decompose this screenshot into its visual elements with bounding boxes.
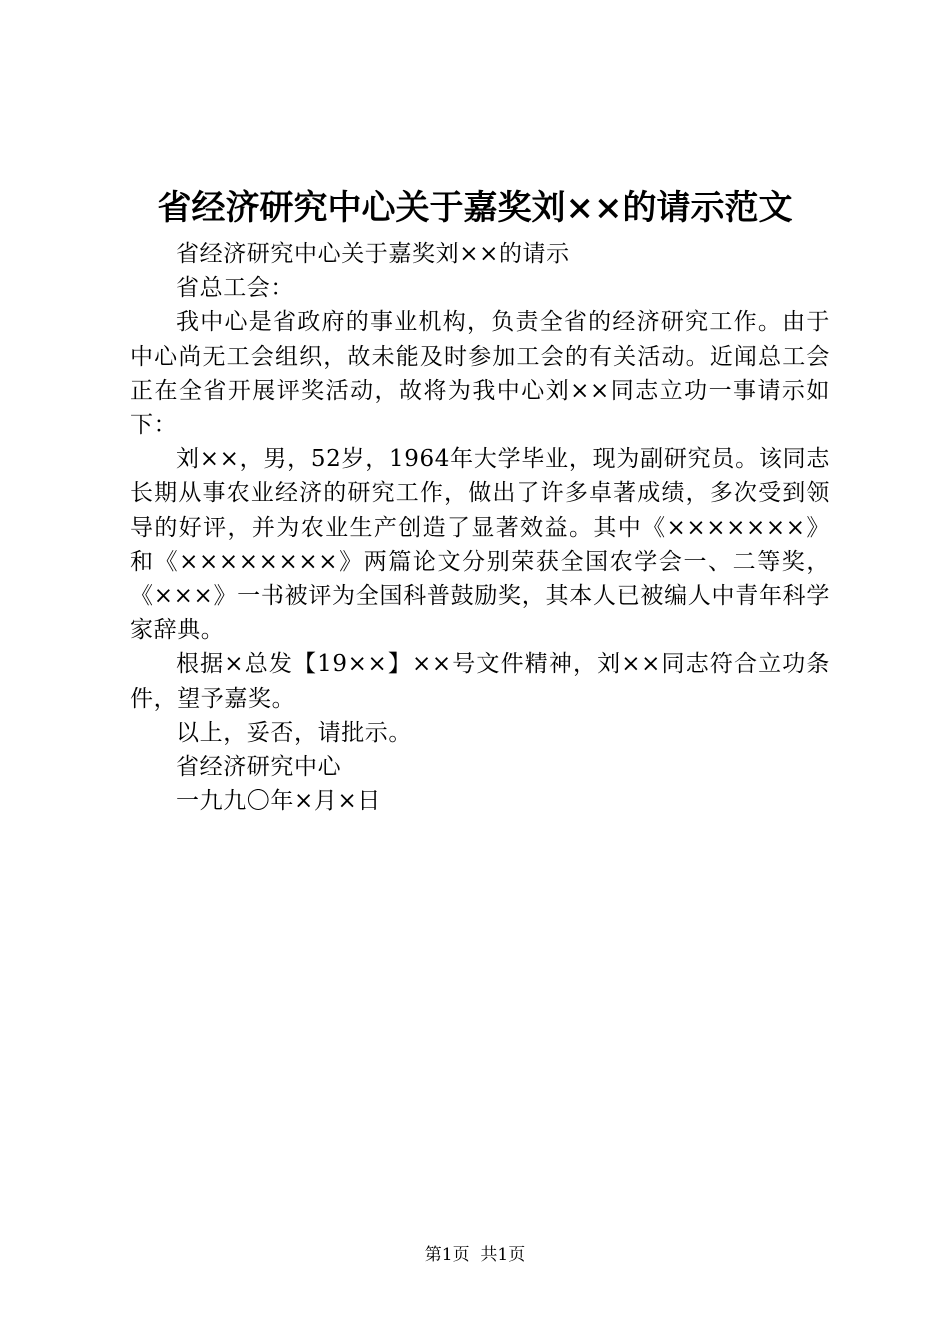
addressee: 省总工会：	[176, 275, 294, 302]
signature-organization: 省经济研究中心	[176, 754, 342, 781]
signature-date: 一九九〇年×月×日	[176, 788, 381, 815]
closing-request: 以上，妥否，请批示。	[176, 719, 412, 746]
footer-spacer	[470, 1245, 481, 1265]
document-title: 省经济研究中心关于嘉奖刘××的请示范文	[157, 188, 793, 228]
subject-line: 省经济研究中心关于嘉奖刘××的请示	[176, 241, 570, 267]
body-paragraph: 刘××，男，52岁，1964年大学毕业，现为副研究员。该同志长期从事农业经济的研究工作，做出了许多卓著成绩，多次受到领导的好评，并为农业生产创造了显著效益。其中《×××××××》和《××××××××》两篇论文分别荣获全国农学会一、二等奖，《×××》一书被评为全国科普鼓励奖，其本人已被编人中青年科学家辞典。	[130, 446, 830, 644]
page-number: 第1页	[424, 1245, 470, 1265]
document-body	[130, 237, 830, 818]
page-total: 共1页	[480, 1245, 526, 1265]
body-paragraph: 我中心是省政府的事业机构，负责全省的经济研究工作。由于中心尚无工会组织，故未能及时参加工会的有关活动。近闻总工会正在全省开展评奖活动，故将为我中心刘××同志立功一事请示如下：	[130, 309, 830, 439]
body-paragraph: 根据×总发【19××】××号文件精神，刘××同志符合立功条件，望予嘉奖。	[130, 651, 830, 712]
page-footer	[0, 1243, 950, 1267]
